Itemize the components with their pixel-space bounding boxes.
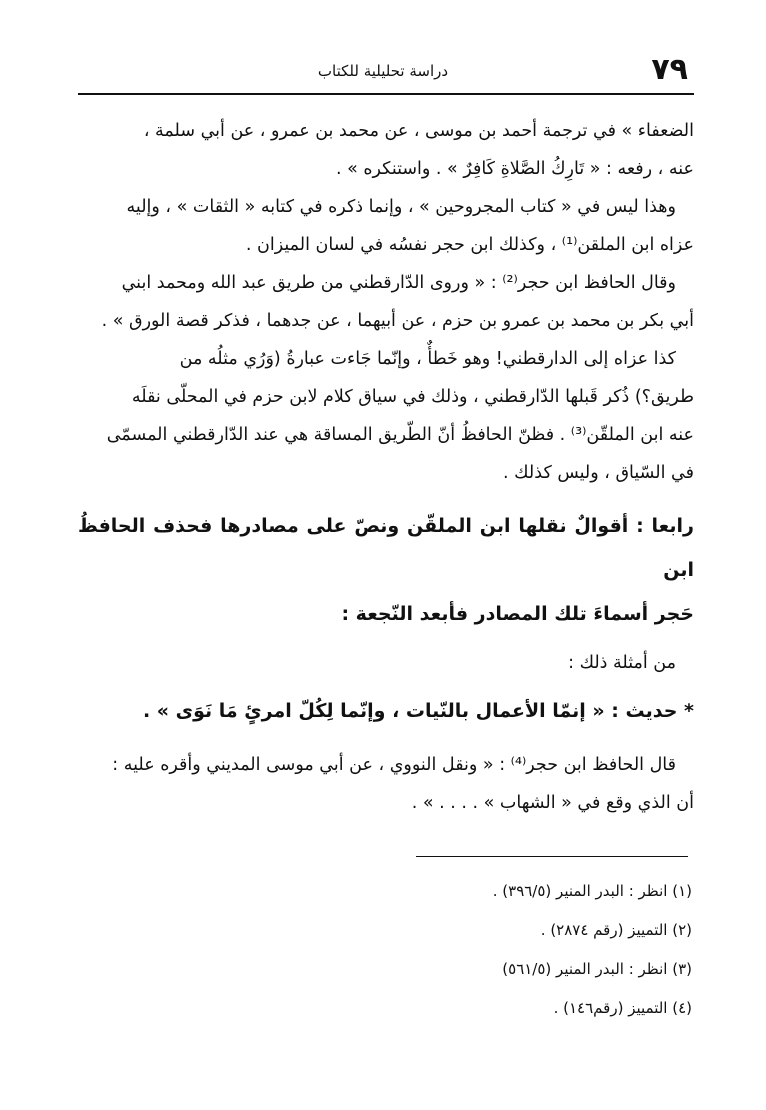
page-header [78,52,688,92]
text-line: أبي بكر بن محمد بن عمرو بن حزم ، عن أبيهما ، عن جدهما ، فذكر قصة الورق » . [101,311,694,331]
text-line: عزاه ابن الملقن⁽¹⁾ ، وكذلك ابن حجر نفسُه في لسان الميزان . [245,235,694,255]
section-heading [78,504,694,636]
section-heading-line: رابعا : أقوالٌ نقلها ابن الملقّن ونصّ على مصادرها فحذف الحافظُ ابن [78,515,694,581]
section-heading-line: حَجر أسماءَ تلك المصادر فأبعد النّجعة : [341,603,694,625]
examples-intro: من أمثلة ذلك : [568,653,676,673]
header-divider [78,93,694,95]
text-line: وقال الحافظ ابن حجر⁽²⁾ : « وروى الدّارقطني من طريق عبد الله ومحمد ابني [121,273,676,293]
text-line: عنه ، رفعه : « تَارِكُ الصَّلاةِ كَافِرٌ » . واستنكره » . [335,159,694,179]
main-text [78,112,694,822]
footnote-2: (٢) التمييز (رقم ٢٨٧٤) . [540,921,692,939]
page-number: ٧٩ [651,52,688,87]
text-line: وهذا ليس في « كتاب المجروحين » ، وإنما ذكره في كتابه « الثقات » ، وإليه [126,197,676,217]
hadith-heading: * حديث : « إنمّا الأعمال بالنّيات ، وإنّما لِكُلّ امرئٍ مَا نَوَى » . [142,700,694,722]
running-title: دراسة تحليلية للكتاب [317,62,449,80]
footnotes [78,872,692,1028]
text-line: في السّياق ، وليس كذلك . [503,463,694,483]
text-line: كذا عزاه إلى الدارقطني! وهو خَطأٌ ، وإنّما جَاءت عبارةُ (وَرُي مثلُه من [179,349,676,369]
footnote-divider [416,856,688,857]
footnote-3: (٣) انظر : البدر المنير (٥٦١/٥) [502,960,692,978]
text-line: أن الذي وقع في « الشهاب » . . . . » . [411,793,694,813]
footnote-1: (١) انظر : البدر المنير (٣٩٦/٥) . [492,882,692,900]
text-line: طريق؟) ذُكر قَبلها الدّارقطني ، وذلك في سياق كلام لابن حزم في المحلّى نقلَه [131,387,694,407]
text-line: الضعفاء » في ترجمة أحمد بن موسى ، عن محمد بن عمرو ، عن أبي سلمة ، [143,121,694,141]
text-line: عنه ابن الملقّن⁽³⁾ . فظنّ الحافظُ أنّ الطّريق المساقة هي عند الدّارقطني المسمّى [106,425,694,445]
text-line: قال الحافظ ابن حجر⁽⁴⁾ : « ونقل النووي ، عن أبي موسى المديني وأقره عليه : [112,755,676,775]
footnote-4: (٤) التمييز (رقم١٤٦) . [553,999,692,1017]
